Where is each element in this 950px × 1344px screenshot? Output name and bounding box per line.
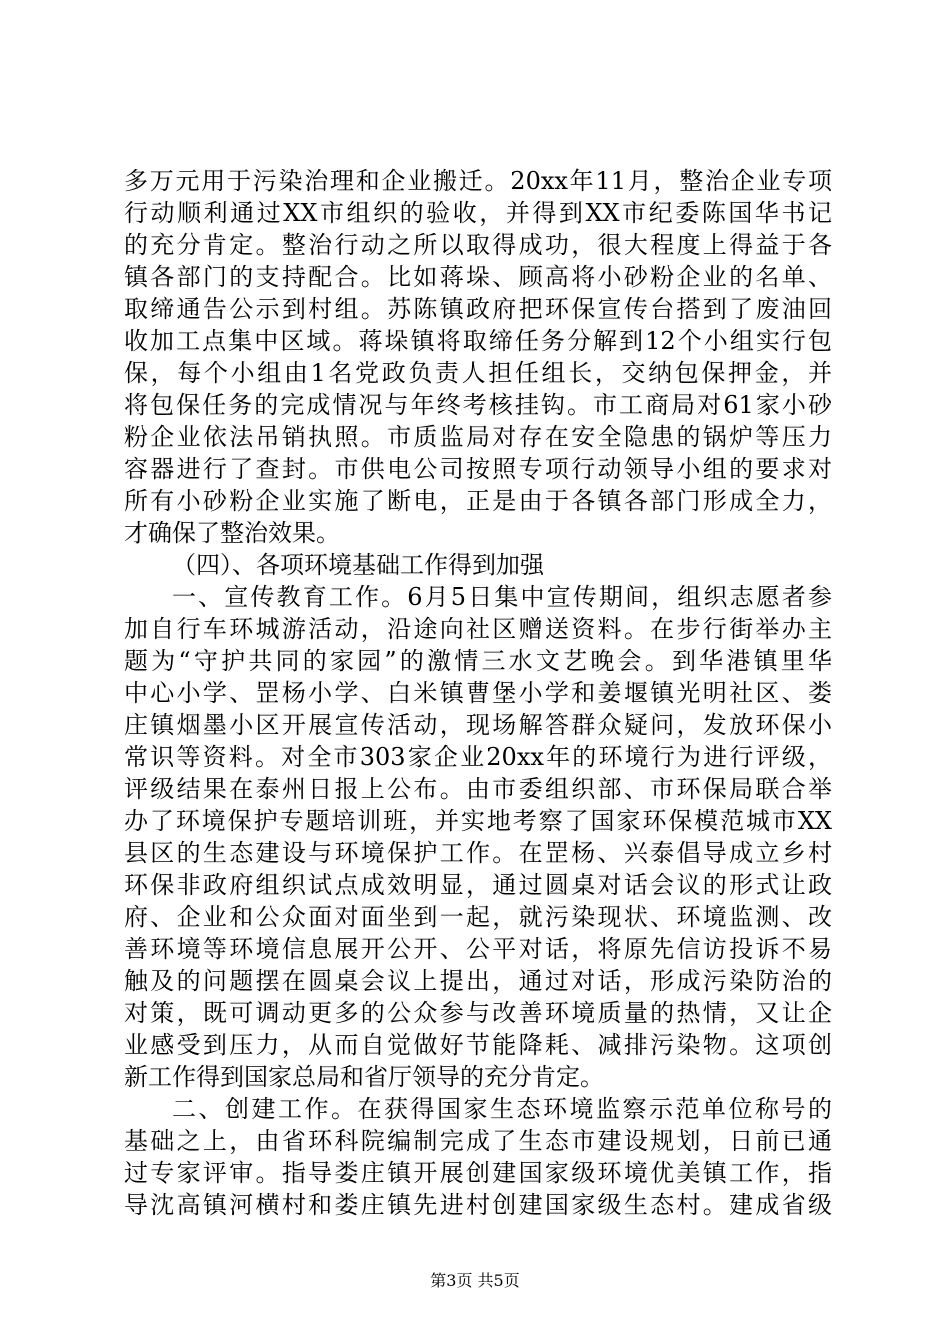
text-line: 中心小学、罡杨小学、白米镇曹堡小学和姜堰镇光明社区、娄 — [124, 679, 832, 707]
text-line: 将包保任务的完成情况与年终考核挂钩。市工商局对61家小砂 — [124, 391, 832, 419]
text-line: 常识等资料。对全市303家企业20xx年的环境行为进行评级， — [124, 743, 832, 771]
text-line: 镇各部门的支持配合。比如蒋垛、顾高将小砂粉企业的名单、 — [124, 263, 832, 291]
text-line: 题为“守护共同的家园”的激情三水文艺晚会。到华港镇里华 — [124, 647, 832, 675]
text-line: 保，每个小组由1名党政负责人担任组长，交纳包保押金，并 — [124, 359, 832, 387]
page-footer: 第3页 共5页 — [430, 1271, 520, 1290]
text-line: 多万元用于污染治理和企业搬迁。20xx年11月，整治企业专项 — [124, 167, 832, 195]
text-line: 粉企业依法吊销执照。市质监局对存在安全隐患的锅炉等压力 — [124, 423, 832, 451]
section-heading: （四）、各项环境基础工作得到加强 — [172, 551, 544, 579]
text-line: 二、创建工作。在获得国家生态环境监察示范单位称号的 — [172, 1095, 832, 1123]
text-line: 取缔通告公示到村组。苏陈镇政府把环保宣传台搭到了废油回 — [124, 295, 832, 323]
document-body — [124, 165, 832, 1221]
text-line: 才确保了整治效果。 — [124, 519, 340, 547]
text-line: 收加工点集中区域。蒋垛镇将取缔任务分解到12个小组实行包 — [124, 327, 832, 355]
text-line: 办了环境保护专题培训班，并实地考察了国家环保模范城市XX — [124, 807, 832, 835]
text-line: 容器进行了查封。市供电公司按照专项行动领导小组的要求对 — [124, 455, 832, 483]
text-line: 的充分肯定。整治行动之所以取得成功，很大程度上得益于各 — [124, 231, 832, 259]
text-line: 善环境等环境信息展开公开、公平对话，将原先信访投诉不易 — [124, 935, 832, 963]
text-line: 一、宣传教育工作。6月5日集中宣传期间，组织志愿者参 — [172, 583, 832, 611]
text-line: 加自行车环城游活动，沿途向社区赠送资料。在步行街举办主 — [124, 615, 832, 643]
text-line: 评级结果在泰州日报上公布。由市委组织部、市环保局联合举 — [124, 775, 832, 803]
text-line: 基础之上，由省环科院编制完成了生态市建设规划，日前已通 — [124, 1127, 832, 1155]
text-line: 行动顺利通过XX市组织的验收，并得到XX市纪委陈国华书记 — [124, 199, 832, 227]
text-line: 对策，既可调动更多的公众参与改善环境质量的热情，又让企 — [124, 999, 832, 1027]
text-line: 府、企业和公众面对面坐到一起，就污染现状、环境监测、改 — [124, 903, 832, 931]
text-line: 环保非政府组织试点成效明显，通过圆桌对话会议的形式让政 — [124, 871, 832, 899]
text-line: 所有小砂粉企业实施了断电，正是由于各镇各部门形成全力， — [124, 487, 832, 515]
text-line: 新工作得到国家总局和省厅领导的充分肯定。 — [124, 1063, 604, 1091]
text-line: 触及的问题摆在圆桌会议上提出，通过对话，形成污染防治的 — [124, 967, 832, 995]
text-line: 业感受到压力，从而自觉做好节能降耗、减排污染物。这项创 — [124, 1031, 832, 1059]
text-line: 庄镇烟墨小区开展宣传活动，现场解答群众疑问，发放环保小 — [124, 711, 832, 739]
text-line: 县区的生态建设与环境保护工作。在罡杨、兴泰倡导成立乡村 — [124, 839, 832, 867]
text-line: 导沈高镇河横村和娄庄镇先进村创建国家级生态村。建成省级 — [124, 1191, 832, 1219]
text-line: 过专家评审。指导娄庄镇开展创建国家级环境优美镇工作，指 — [124, 1159, 832, 1187]
